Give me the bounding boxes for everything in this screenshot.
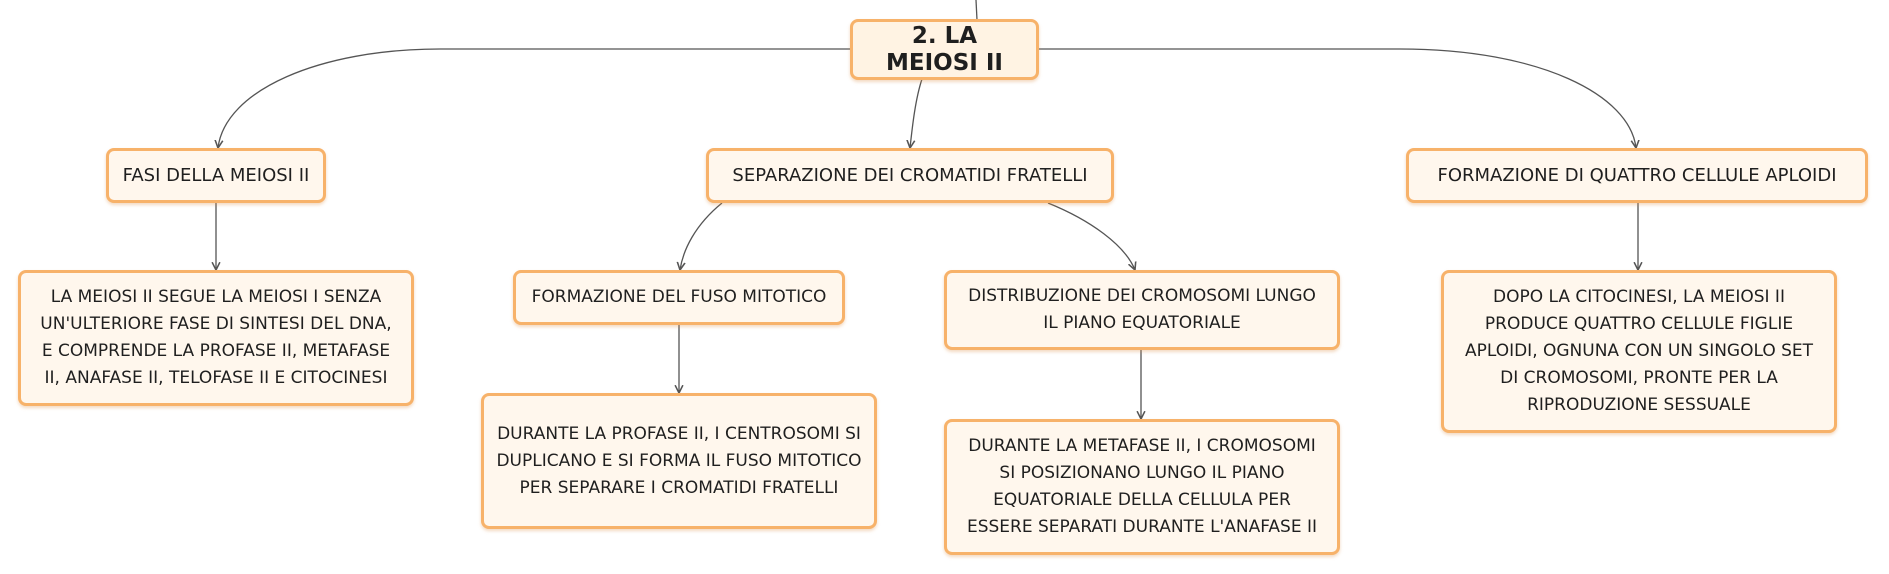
node-formazione-cellule-detail-text: DOPO LA CITOCINESI, LA MEIOSI II PRODUCE QUATTRO CELLULE FIGLIE APLOIDI, OGNUNA CON UN SINGOLO SET DI CROMOSOMI, PRONTE PER LA RIPRODUZIONE SESSUALE (1464, 287, 1814, 415)
node-separazione-cromatidi-label: SEPARAZIONE DEI CROMATIDI FRATELLI (732, 165, 1088, 186)
node-distribuzione-cromosomi-label: DISTRIBUZIONE DEI CROMOSOMI LUNGO IL PIANO EQUATORIALE (968, 286, 1316, 333)
node-distribuzione-cromosomi-detail[interactable] (944, 419, 1340, 555)
root-node[interactable] (850, 19, 1039, 80)
node-fasi-meiosi-detail-text: LA MEIOSI II SEGUE LA MEIOSI I SENZA UN'ULTERIORE FASE DI SINTESI DEL DNA, E COMPRENDE LA PROFASE II, METAFASE II, ANAFASE II, TELOFASE II E CITOCINESI (40, 287, 392, 388)
node-formazione-fuso-detail-text: DURANTE LA PROFASE II, I CENTROSOMI SI DUPLICANO E SI FORMA IL FUSO MITOTICO PER SEPARARE I CROMATIDI FRATELLI (496, 423, 862, 498)
node-fasi-meiosi[interactable] (106, 148, 326, 203)
node-formazione-cellule-aploidi-label: FORMAZIONE DI QUATTRO CELLULE APLOIDI (1437, 165, 1837, 186)
node-distribuzione-cromosomi-detail-text: DURANTE LA METAFASE II, I CROMOSOMI SI POSIZIONANO LUNGO IL PIANO EQUATORIALE DELLA CELLULA PER ESSERE SEPARATI DURANTE L'ANAFASE II (966, 436, 1318, 537)
node-formazione-cellule-aploidi[interactable] (1406, 148, 1868, 203)
connector-root-to-fasi (218, 49, 853, 148)
node-formazione-fuso[interactable] (513, 270, 845, 325)
node-formazione-cellule-detail[interactable] (1441, 270, 1837, 433)
connector-root-to-formazione-cellule (1037, 49, 1636, 148)
node-fasi-meiosi-detail[interactable] (18, 270, 414, 406)
connector-separazione-to-distribuzione (1048, 203, 1135, 270)
connector-separazione-to-fuso (680, 203, 722, 270)
connector-parent-to-root (976, 0, 977, 20)
root-title: 2. LA MEIOSI II (886, 22, 1003, 76)
node-separazione-cromatidi[interactable] (706, 148, 1114, 203)
node-distribuzione-cromosomi[interactable] (944, 270, 1340, 350)
node-fasi-meiosi-label: FASI DELLA MEIOSI II (122, 165, 310, 186)
node-formazione-fuso-detail[interactable] (481, 393, 877, 529)
node-formazione-fuso-label: FORMAZIONE DEL FUSO MITOTICO (531, 287, 827, 307)
connector-root-to-separazione (910, 79, 922, 148)
